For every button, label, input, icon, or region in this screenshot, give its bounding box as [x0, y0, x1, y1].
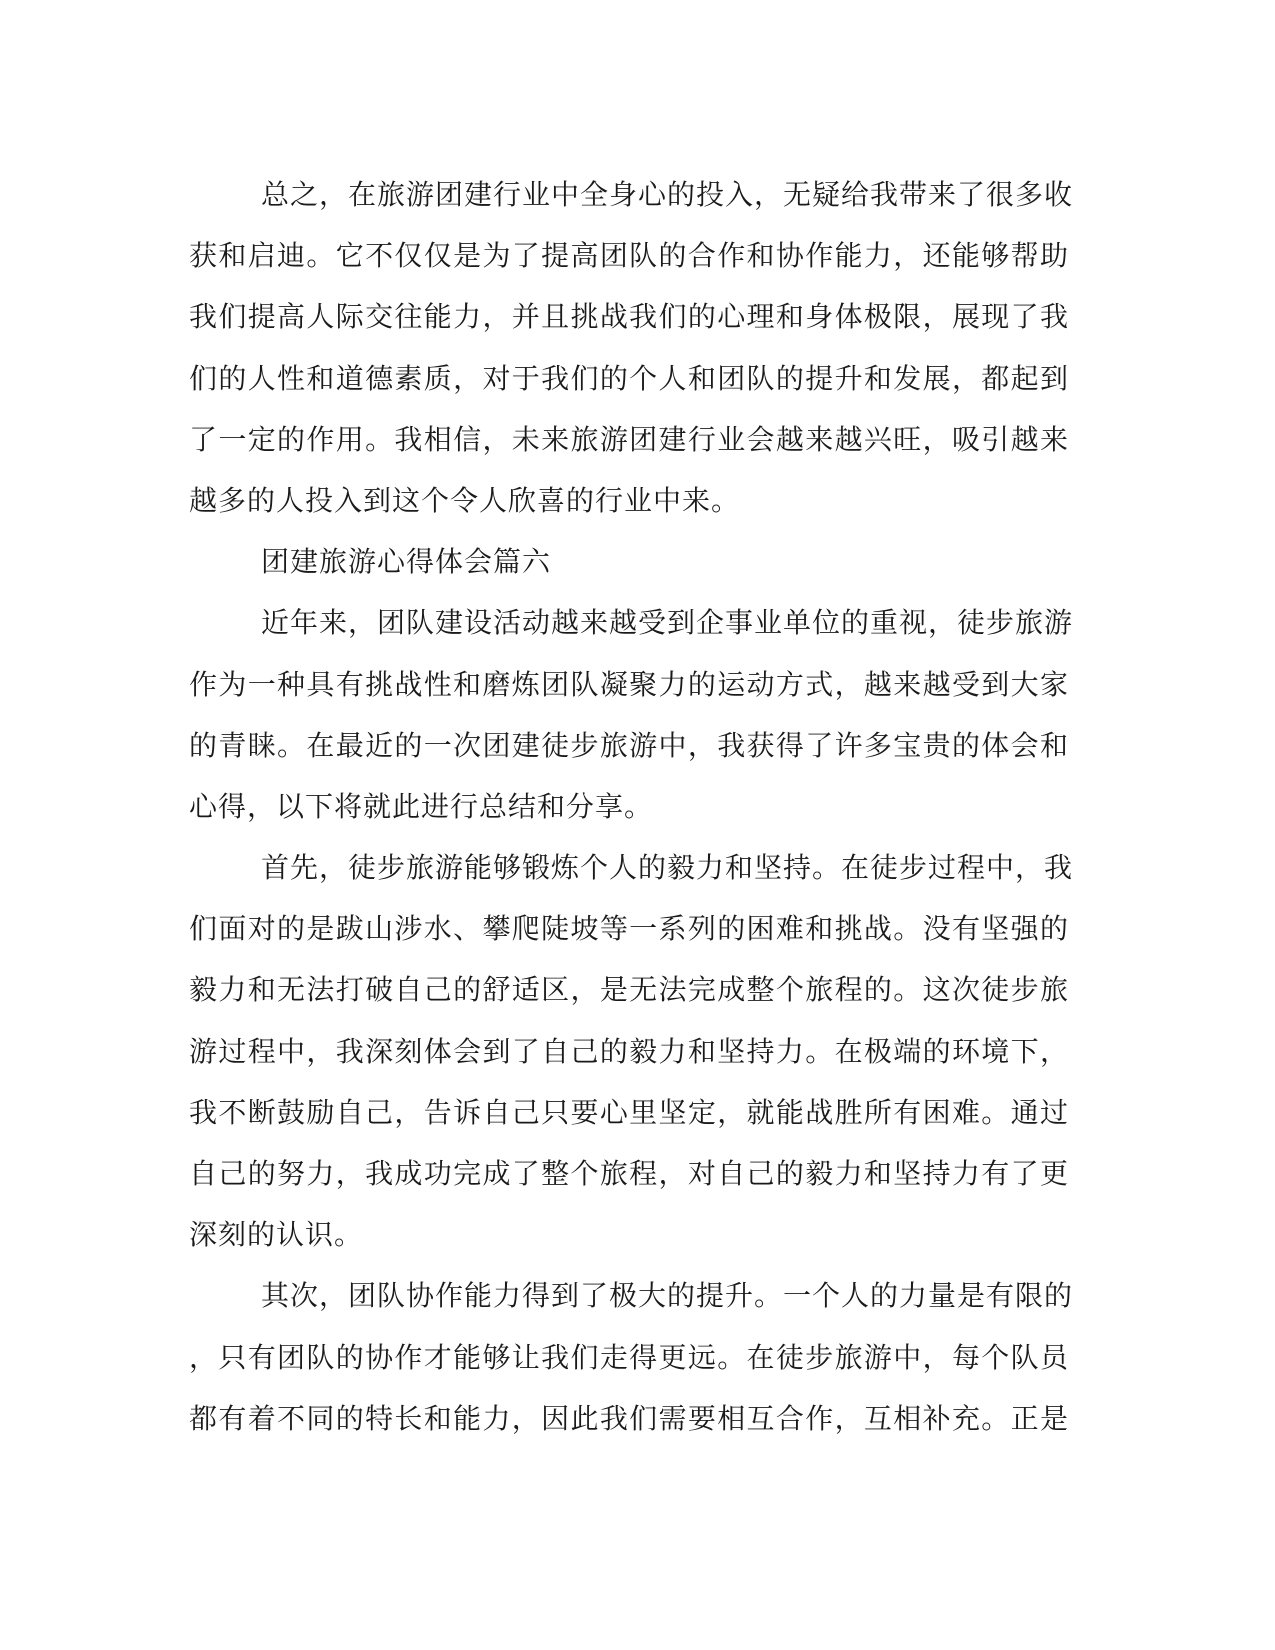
- text-line: 越多的人投入到这个令人欣喜的行业中来。: [189, 483, 741, 517]
- section-heading: [189, 531, 1069, 592]
- text-line: 自己的努力，我成功完成了整个旅程，对自己的毅力和坚持力有了更: [189, 1157, 1069, 1190]
- text-line: 总之，在旅游团建行业中全身心的投入，无疑给我带来了很多收: [261, 178, 1074, 211]
- paragraph-second: [189, 1265, 1074, 1449]
- text-line: 们面对的是跋山涉水、攀爬陡坡等一系列的困难和挑战。没有坚强的: [189, 912, 1069, 946]
- text-line: 其次，团队协作能力得到了极大的提升。一个人的力量是有限的: [261, 1279, 1074, 1313]
- text-line: 了一定的作用。我相信，未来旅游团建行业会越来越兴旺，吸引越来: [189, 422, 1069, 456]
- text-line: 首先，徒步旅游能够锻炼个人的毅力和坚持。在徒步过程中，我: [261, 851, 1074, 885]
- paragraph-conclusion: [189, 164, 1074, 531]
- text-line: 的青睐。在最近的一次团建徒步旅游中，我获得了许多宝贵的体会和: [189, 728, 1069, 762]
- text-line: ，只有团队的协作才能够让我们走得更远。在徒步旅游中，每个队员: [189, 1340, 1069, 1374]
- text-line: 获和启迪。它不仅仅是为了提高团队的合作和协作能力，还能够帮助: [189, 239, 1069, 273]
- text-line: 们的人性和道德素质，对于我们的个人和团队的提升和发展，都起到: [189, 361, 1069, 395]
- paragraph-intro: [189, 592, 1074, 837]
- text-line: 都有着不同的特长和能力，因此我们需要相互合作，互相补充。正是: [189, 1401, 1069, 1435]
- paragraph-first: [189, 837, 1074, 1265]
- text-line: 我不断鼓励自己，告诉自己只要心里坚定，就能战胜所有困难。通过: [189, 1095, 1069, 1129]
- text-line: 心得，以下将就此进行总结和分享。: [189, 789, 654, 823]
- document-body: [189, 164, 1074, 1449]
- text-line: 我们提高人际交往能力，并且挑战我们的心理和身体极限，展现了我: [189, 300, 1069, 334]
- text-line: 近年来，团队建设活动越来越受到企事业单位的重视，徒步旅游: [261, 606, 1074, 640]
- section-heading-text: 团建旅游心得体会篇六: [261, 545, 552, 579]
- text-line: 游过程中，我深刻体会到了自己的毅力和坚持力。在极端的环境下，: [189, 1034, 1069, 1068]
- text-line: 深刻的认识。: [189, 1218, 364, 1252]
- text-line: 作为一种具有挑战性和磨炼团队凝聚力的运动方式，越来越受到大家: [189, 667, 1069, 701]
- text-line: 毅力和无法打破自己的舒适区，是无法完成整个旅程的。这次徒步旅: [189, 973, 1069, 1007]
